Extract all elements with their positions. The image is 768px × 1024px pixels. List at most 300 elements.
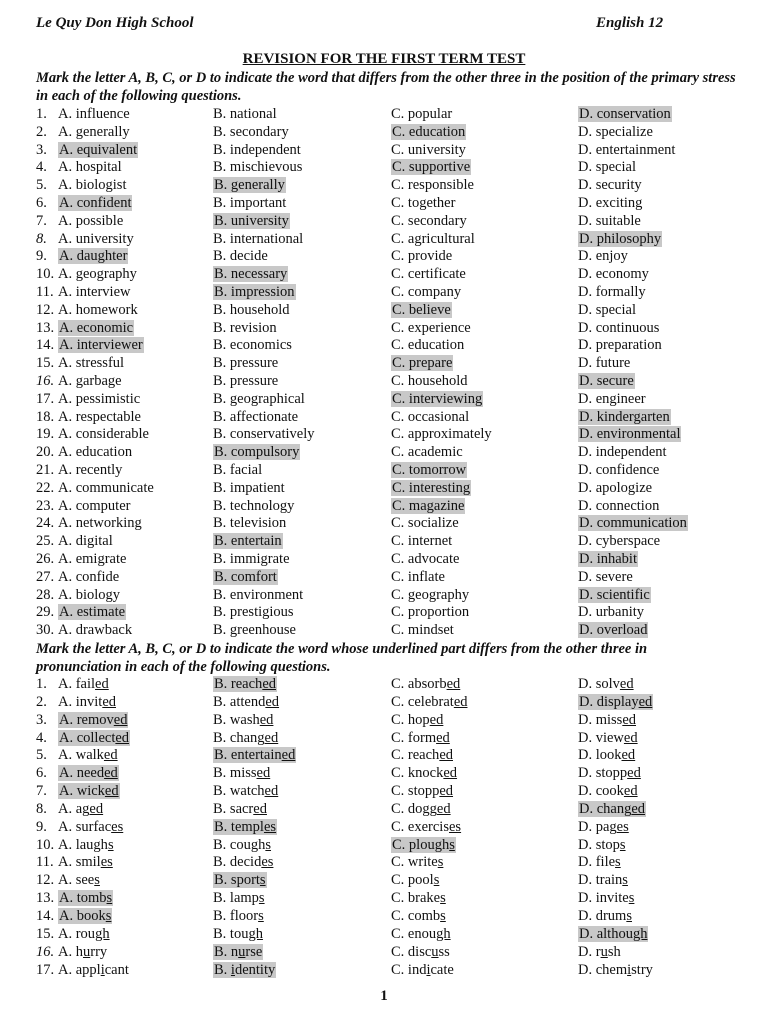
option-text — [578, 890, 634, 906]
option-a — [58, 391, 140, 409]
option-text: B. economics — [213, 337, 292, 354]
option-c — [391, 712, 443, 730]
option-text: C. agricultural — [391, 230, 475, 247]
option-text — [391, 712, 443, 728]
option-a — [58, 302, 138, 320]
option-d — [578, 462, 659, 480]
option-a — [58, 373, 122, 391]
word-part: C. enou — [391, 925, 437, 942]
option-text: B. pressure — [213, 372, 279, 389]
underlined-part: s — [437, 854, 444, 871]
option-c — [391, 569, 445, 587]
underlined-part: i — [426, 961, 431, 978]
option-d — [578, 622, 648, 640]
option-d — [578, 819, 629, 837]
underlined-part: s — [440, 890, 446, 907]
question-row — [36, 926, 756, 944]
word-part: A. book — [59, 907, 106, 924]
option-text — [58, 801, 103, 817]
option-c — [391, 908, 446, 926]
underlined-part: s — [259, 872, 266, 889]
option-c — [391, 373, 468, 391]
word-part: C. stopp — [391, 783, 440, 800]
option-text — [213, 730, 278, 746]
option-text — [213, 765, 270, 781]
word-part: B. watch — [213, 783, 265, 800]
option-c — [391, 480, 471, 498]
option-text — [391, 765, 457, 781]
underlined-part: ed — [443, 765, 458, 782]
word-part: D. display — [579, 693, 639, 710]
option-text: C. together — [391, 194, 456, 211]
option-text: C. supportive — [392, 159, 471, 176]
underlined-part: ed — [619, 676, 634, 692]
option-b — [213, 373, 278, 391]
option-a — [58, 569, 119, 587]
option-text: C. inflate — [391, 568, 445, 585]
option-text: A. education — [58, 444, 133, 461]
option-d — [578, 231, 662, 249]
option-text — [58, 872, 100, 888]
question-number: 1. — [36, 676, 47, 692]
option-a — [58, 444, 132, 462]
option-text — [58, 676, 109, 692]
question-row — [36, 444, 756, 462]
option-text — [213, 747, 296, 763]
word-part: D. invite — [578, 890, 629, 907]
option-c — [391, 337, 464, 355]
option-c — [391, 587, 469, 605]
option-d — [578, 944, 621, 962]
question-row — [36, 213, 756, 231]
option-text: B. necessary — [214, 266, 288, 283]
option-c — [391, 426, 492, 444]
word-part: C. reach — [391, 747, 440, 764]
underlined-part: ed — [89, 800, 104, 817]
option-text: D. suitable — [578, 212, 641, 229]
word-part: A. h — [58, 943, 83, 960]
option-b — [213, 462, 262, 480]
option-d — [578, 551, 638, 569]
word-part: A. ag — [58, 800, 90, 817]
option-a — [58, 498, 130, 516]
option-c — [391, 498, 465, 516]
option-a — [58, 124, 130, 142]
underlined-part: s — [107, 836, 114, 853]
option-text: A. confident — [59, 194, 132, 211]
option-text: A. equivalent — [59, 141, 138, 158]
option-text: C. certificate — [391, 266, 466, 283]
option-text: D. future — [578, 355, 631, 372]
word-part: B. reach — [214, 676, 263, 692]
word-part: B. n — [214, 943, 239, 960]
option-text: D. kindergarten — [579, 408, 670, 425]
option-text — [578, 944, 621, 960]
option-text: A. biology — [58, 586, 121, 603]
option-text: B. comfort — [214, 568, 277, 585]
option-text: D. urbanity — [578, 604, 645, 621]
option-a — [58, 872, 100, 890]
option-d — [578, 747, 635, 765]
question-number: 29. — [36, 604, 55, 621]
option-text: A. interview — [58, 283, 131, 300]
option-b — [213, 391, 305, 409]
option-text: A. considerable — [58, 426, 149, 443]
word-part: D. view — [578, 729, 624, 746]
question-number: 11. — [36, 283, 54, 300]
option-text — [58, 926, 110, 942]
option-text: C. provide — [391, 248, 453, 265]
option-a — [58, 926, 110, 944]
option-text: C. socialize — [391, 515, 459, 532]
word-part: C. form — [391, 729, 437, 746]
question-row — [36, 320, 756, 338]
underlined-part: ed — [446, 676, 461, 692]
option-text: C. proportion — [391, 604, 470, 621]
question-row — [36, 872, 756, 890]
underlined-part: ed — [453, 693, 468, 710]
option-a — [58, 177, 126, 195]
option-text: C. internet — [391, 533, 453, 550]
option-text — [213, 676, 277, 692]
underlined-part: s — [615, 854, 621, 871]
option-a — [58, 320, 134, 338]
option-text — [391, 747, 453, 763]
option-b — [213, 551, 290, 569]
option-text — [58, 962, 129, 978]
underlined-part: ed — [631, 800, 646, 817]
word-part: ss — [438, 943, 450, 960]
option-text — [213, 926, 263, 942]
option-text: A. economic — [59, 319, 134, 336]
question-row — [36, 195, 756, 213]
option-text: C. responsible — [391, 177, 474, 194]
question-number: 12. — [36, 872, 55, 889]
option-c — [391, 622, 454, 640]
question-row — [36, 890, 756, 908]
option-d — [578, 213, 641, 231]
question-number: 3. — [36, 141, 47, 158]
underlined-part: ed — [95, 676, 109, 692]
option-d — [578, 694, 653, 712]
option-text — [578, 747, 635, 763]
option-b — [213, 533, 283, 551]
option-d — [578, 195, 642, 213]
word-part: C. brake — [391, 890, 441, 907]
option-c — [391, 604, 469, 622]
option-b — [213, 231, 303, 249]
option-b — [213, 854, 273, 872]
option-c — [391, 515, 459, 533]
option-d — [578, 604, 644, 622]
question-row — [36, 712, 756, 730]
option-a — [58, 712, 128, 730]
option-text: B. affectionate — [213, 408, 299, 425]
option-b — [213, 890, 265, 908]
word-part: A. invit — [58, 693, 103, 710]
option-d — [578, 124, 653, 142]
option-text — [391, 819, 461, 835]
word-part: C. plough — [392, 836, 450, 853]
word-part: sh — [607, 943, 621, 960]
underlined-part: ed — [439, 747, 453, 764]
question-number: 8. — [36, 230, 47, 247]
underlined-part: s — [106, 890, 113, 907]
underlined-part: s — [265, 836, 272, 853]
underlined-part: gh — [632, 925, 648, 942]
option-d — [578, 854, 621, 872]
option-text: A. possible — [58, 212, 124, 229]
option-text — [58, 819, 123, 835]
word-part: B. chang — [213, 729, 265, 746]
option-text — [578, 837, 626, 853]
option-text: D. conservation — [579, 106, 671, 122]
word-part: D. stopp — [578, 765, 628, 782]
question-row — [36, 801, 756, 819]
option-c — [391, 783, 453, 801]
option-text: C. magazine — [392, 497, 465, 514]
question-number: 17. — [36, 961, 55, 978]
question-number: 13. — [36, 890, 55, 907]
underlined-part: i — [230, 961, 235, 978]
option-text: B. impatient — [213, 479, 285, 496]
option-a — [58, 142, 138, 160]
word-part: rse — [245, 943, 263, 960]
option-text: D. overload — [579, 622, 648, 639]
word-part: D. look — [578, 747, 622, 764]
option-c — [391, 962, 454, 980]
word-part: A. remov — [59, 711, 114, 728]
option-d — [578, 837, 626, 855]
option-text: B. secondary — [213, 123, 289, 140]
option-text: D. severe — [578, 568, 633, 585]
question-row — [36, 498, 756, 516]
option-d — [578, 355, 630, 373]
option-text: B. prestigious — [213, 604, 294, 621]
question-row — [36, 124, 756, 142]
option-a — [58, 248, 128, 266]
question-row — [36, 515, 756, 533]
option-text: A. university — [58, 230, 134, 247]
option-text: D. preparation — [578, 337, 662, 354]
option-b — [213, 426, 314, 444]
option-a — [58, 747, 118, 765]
option-text: D. communication — [579, 515, 687, 532]
option-text — [58, 944, 107, 960]
option-a — [58, 426, 149, 444]
question-number: 5. — [36, 177, 47, 194]
option-text — [578, 962, 653, 978]
option-b — [213, 622, 296, 640]
option-d — [578, 783, 638, 801]
option-text: D. security — [578, 177, 642, 194]
option-text — [391, 694, 468, 710]
underlined-part: s — [622, 872, 628, 889]
option-text: B. generally — [214, 177, 285, 194]
option-text: C. mindset — [391, 622, 454, 639]
option-text — [213, 872, 267, 888]
underlined-part: ed — [259, 711, 274, 728]
option-a — [58, 480, 154, 498]
option-b — [213, 676, 277, 694]
word-part: D. drum — [578, 907, 627, 924]
word-part: D. solv — [578, 676, 620, 692]
option-c — [391, 355, 453, 373]
question-row — [36, 819, 756, 837]
option-a — [58, 890, 113, 908]
option-c — [391, 765, 457, 783]
option-b — [213, 444, 300, 462]
option-text: C. education — [392, 123, 466, 140]
option-d — [578, 320, 659, 338]
question-row — [36, 248, 756, 266]
option-b — [213, 730, 278, 748]
option-text — [391, 854, 443, 870]
question-number: 24. — [36, 515, 55, 532]
question-row — [36, 676, 756, 694]
option-b — [213, 266, 288, 284]
word-part: A. rou — [58, 925, 96, 942]
word-part: B. — [214, 961, 231, 978]
question-row — [36, 462, 756, 480]
option-text: A. pessimistic — [58, 390, 141, 407]
question-number: 22. — [36, 479, 55, 496]
word-part: B. floor — [213, 907, 259, 924]
question-row — [36, 908, 756, 926]
question-row — [36, 337, 756, 355]
option-c — [391, 106, 452, 124]
option-text: B. geographical — [213, 390, 305, 407]
word-part: C. pool — [391, 872, 434, 889]
question-row — [36, 694, 756, 712]
underlined-part: s — [258, 890, 265, 907]
option-text — [578, 926, 648, 942]
option-text — [391, 801, 451, 817]
question-row — [36, 177, 756, 195]
option-text — [213, 962, 276, 978]
question-number: 14. — [36, 907, 55, 924]
word-part: B. templ — [214, 818, 264, 835]
option-text: A. respectable — [58, 408, 141, 425]
option-text: D. special — [578, 159, 636, 176]
underlined-part: gh — [95, 925, 110, 942]
option-text: C. household — [391, 372, 468, 389]
option-text: A. communicate — [58, 479, 154, 496]
word-part: D. chem — [578, 961, 628, 978]
question-number: 17. — [36, 390, 55, 407]
option-text: D. economy — [578, 266, 649, 283]
option-text: A. digital — [58, 533, 113, 550]
question-number: 3. — [36, 711, 47, 728]
option-text: A. estimate — [59, 604, 126, 621]
option-text — [391, 730, 450, 746]
option-c — [391, 195, 455, 213]
question-row — [36, 426, 756, 444]
word-part: stry — [631, 961, 653, 978]
option-text: B. immigrate — [213, 550, 290, 567]
underlined-part: s — [626, 907, 632, 924]
option-text — [58, 908, 112, 924]
option-text: C. prepare — [392, 355, 453, 372]
option-c — [391, 266, 466, 284]
option-text — [58, 747, 118, 763]
option-a — [58, 195, 132, 213]
underlined-part: ed — [264, 783, 279, 800]
option-d — [578, 730, 638, 748]
option-c — [391, 124, 466, 142]
underlined-part: s — [105, 907, 112, 924]
option-text: A. garbage — [58, 372, 122, 389]
question-number: 16. — [36, 372, 55, 389]
word-part: D. train — [578, 872, 623, 889]
underlined-part: ed — [262, 676, 276, 692]
option-c — [391, 944, 450, 962]
underlined-part: u — [600, 943, 608, 960]
option-text — [578, 730, 638, 746]
question-row — [36, 730, 756, 748]
option-text: A. geography — [58, 266, 137, 283]
option-c — [391, 177, 474, 195]
option-text — [578, 854, 621, 870]
option-a — [58, 837, 114, 855]
option-d — [578, 373, 635, 391]
option-text: C. believe — [392, 301, 451, 318]
option-text: C. interesting — [392, 479, 471, 496]
option-d — [578, 515, 688, 533]
word-part: A. see — [58, 872, 95, 889]
word-part: C. dogg — [391, 800, 437, 817]
question-number: 2. — [36, 693, 47, 710]
word-part: A. surfac — [58, 818, 112, 835]
option-text: D. confidence — [578, 461, 660, 478]
word-part: B. decid — [213, 854, 262, 871]
option-text: B. university — [214, 212, 289, 229]
option-d — [578, 908, 632, 926]
option-c — [391, 248, 452, 266]
option-text — [578, 819, 629, 835]
option-text: D. cyberspace — [578, 533, 661, 550]
option-b — [213, 926, 263, 944]
question-row — [36, 765, 756, 783]
option-text: A. biologist — [58, 177, 127, 194]
question-number: 19. — [36, 426, 55, 443]
option-d — [578, 266, 649, 284]
option-a — [58, 355, 124, 373]
option-text: D. environmental — [579, 426, 681, 443]
option-a — [58, 213, 123, 231]
option-a — [58, 783, 120, 801]
option-text: D. continuous — [578, 319, 660, 336]
section1-questions — [36, 106, 756, 640]
option-text: A. networking — [58, 515, 142, 532]
option-text: A. hospital — [58, 159, 122, 176]
question-row — [36, 854, 756, 872]
option-text: B. entertain — [214, 533, 282, 550]
word-part: C. comb — [391, 907, 441, 924]
word-part: C. celebrat — [391, 693, 454, 710]
option-b — [213, 694, 279, 712]
underlined-part: ed — [265, 693, 280, 710]
option-text: D. entertainment — [578, 141, 676, 158]
word-part: B. lamp — [213, 890, 259, 907]
section2-questions — [36, 676, 756, 979]
question-row — [36, 587, 756, 605]
question-row — [36, 355, 756, 373]
option-c — [391, 142, 466, 160]
option-text: C. popular — [391, 106, 453, 122]
option-text: B. impression — [214, 283, 295, 300]
option-c — [391, 551, 459, 569]
